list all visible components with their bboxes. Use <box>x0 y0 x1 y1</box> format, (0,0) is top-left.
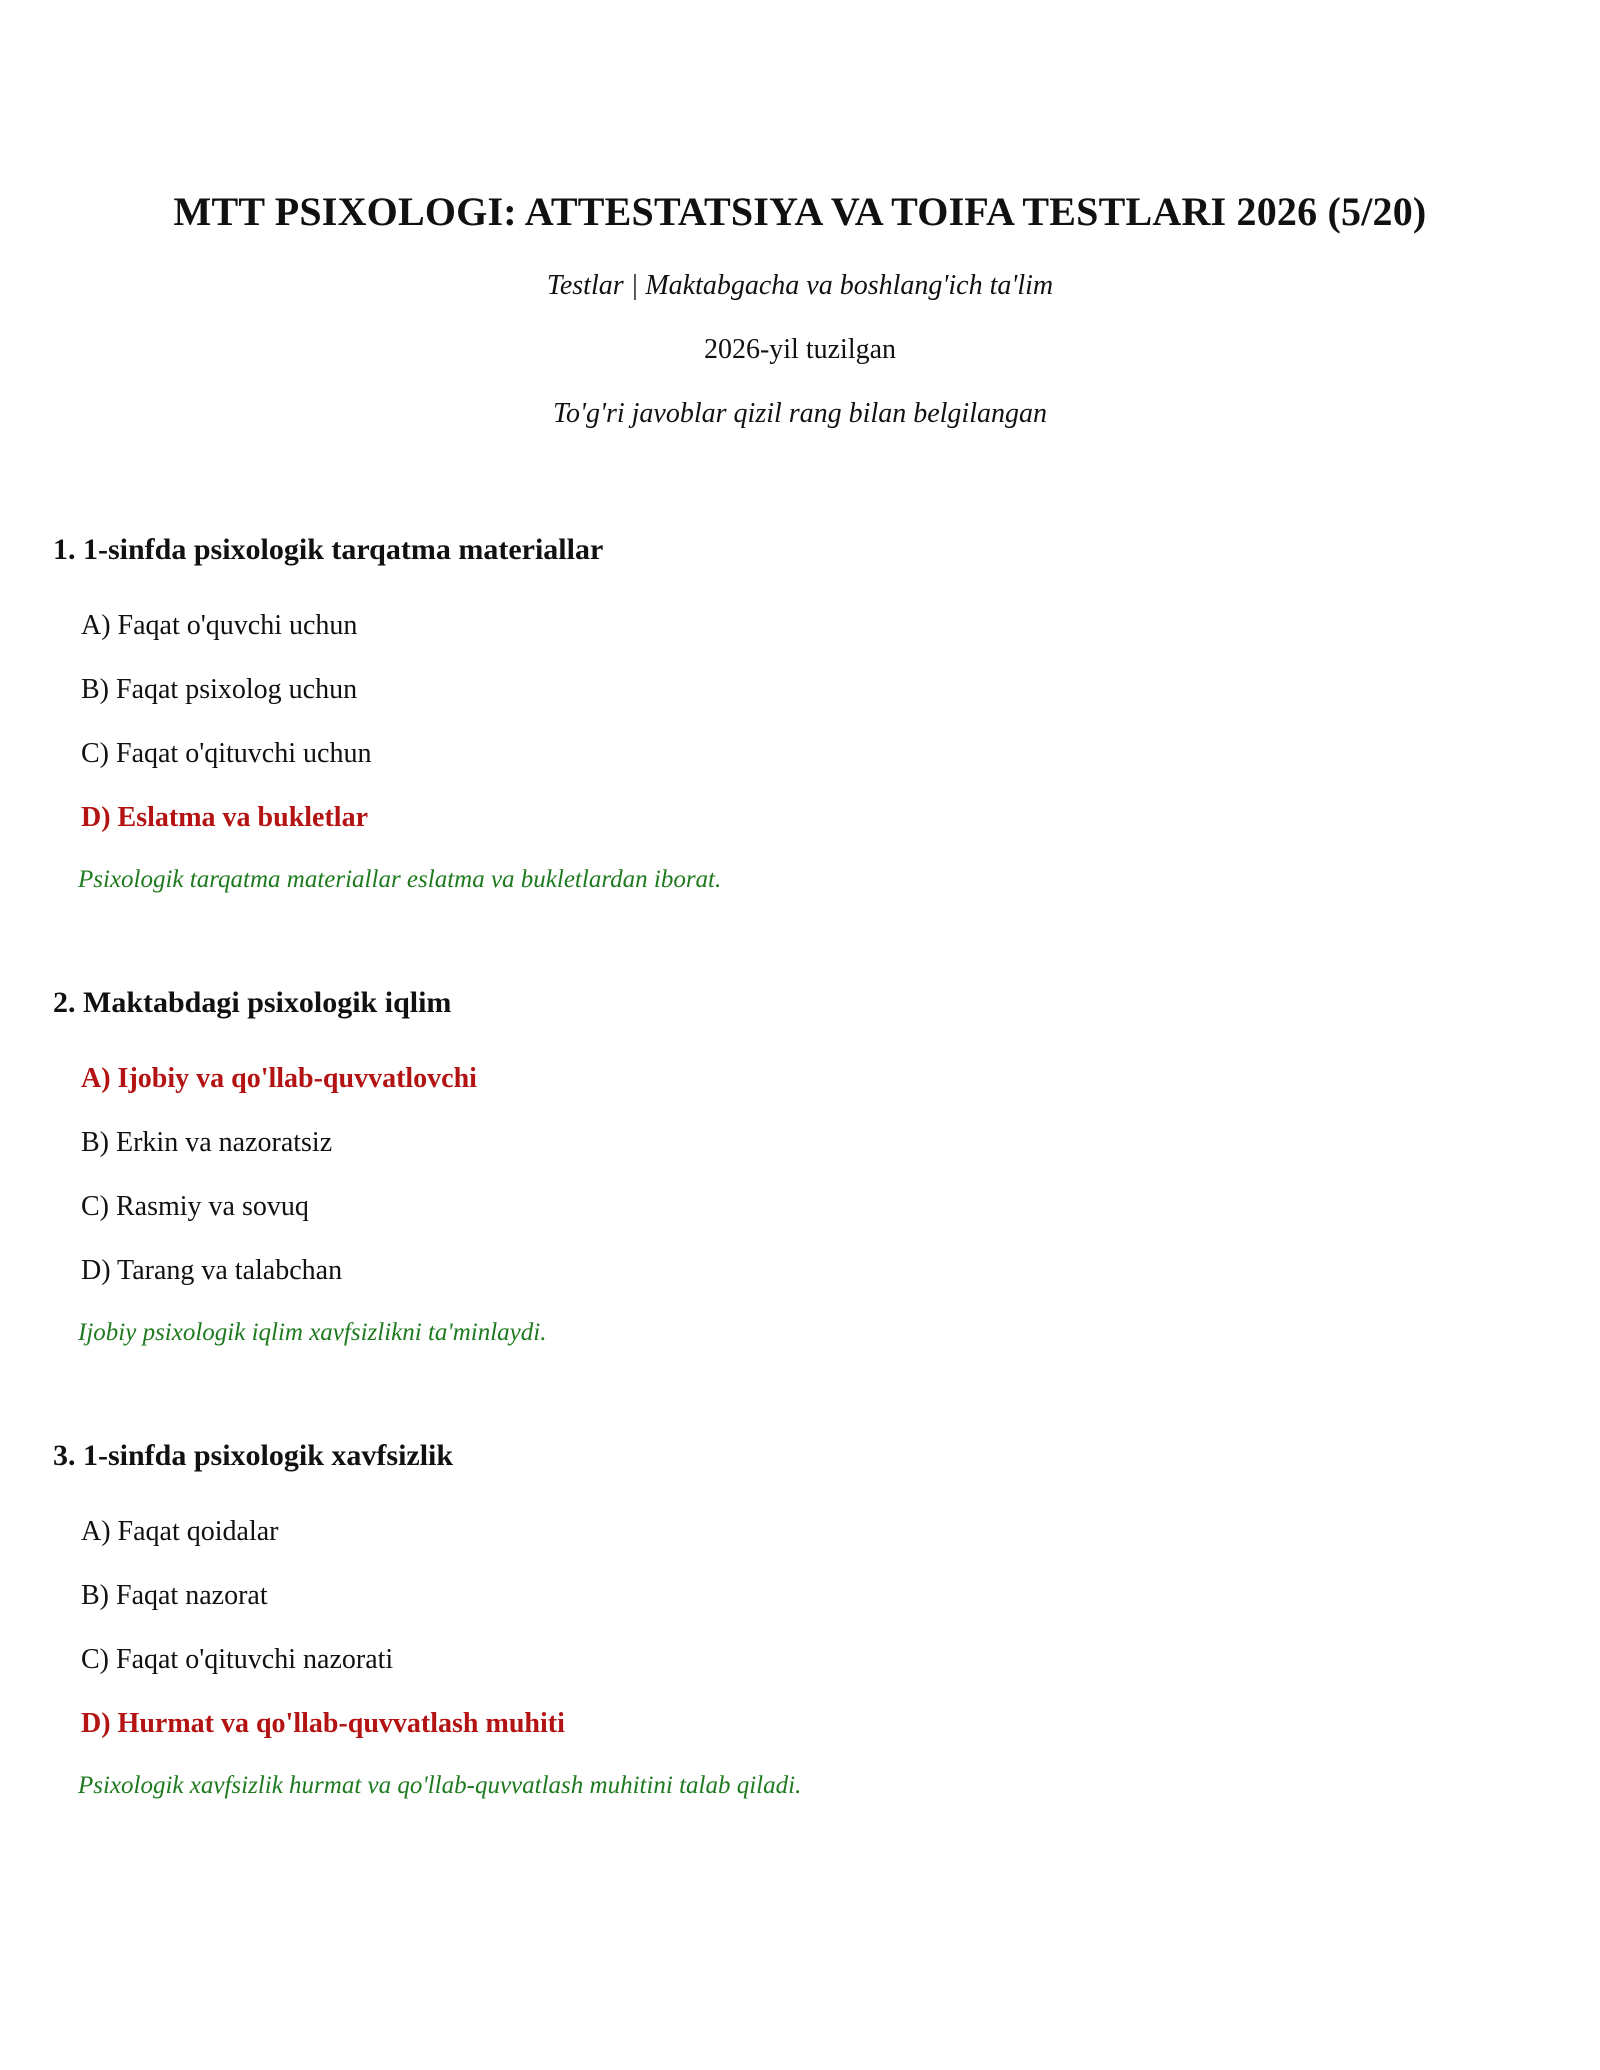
option-a: A) Faqat o'quvchi uchun <box>81 610 358 641</box>
question-block <box>53 528 1553 910</box>
page-title: MTT PSIXOLOGI: ATTESTATSIYA VA TOIFA TESTLARI 2026 (5/20) <box>173 189 1427 234</box>
option-b: B) Erkin va nazoratsiz <box>81 1127 333 1158</box>
page-subtitle: Testlar | Maktabgacha va boshlang'ich ta'lim <box>546 270 1054 301</box>
option-d-correct: D) Hurmat va qo'llab-quvvatlash muhiti <box>81 1708 565 1739</box>
option-c: C) Faqat o'qituvchi uchun <box>81 738 372 769</box>
year-line: 2026-yil tuzilgan <box>703 334 897 365</box>
question-block <box>53 1434 1553 1816</box>
legend-note: To'g'ri javoblar qizil rang bilan belgilangan <box>553 398 1047 429</box>
question-text: 2. Maktabdagi psixologik iqlim <box>53 986 452 1019</box>
option-c: C) Faqat o'qituvchi nazorati <box>81 1644 394 1675</box>
question-text: 1. 1-sinfda psixologik tarqatma materiallar <box>53 533 604 566</box>
explanation: Psixologik tarqatma materiallar eslatma va bukletlardan iborat. <box>78 866 722 893</box>
question-block <box>53 981 1553 1363</box>
option-b: B) Faqat nazorat <box>81 1580 268 1611</box>
explanation: Psixologik xavfsizlik hurmat va qo'llab-quvvatlash muhitini talab qiladi. <box>78 1772 802 1799</box>
explanation: Ijobiy psixologik iqlim xavfsizlikni ta'minlaydi. <box>78 1319 547 1346</box>
option-a: A) Faqat qoidalar <box>81 1516 279 1547</box>
option-c: C) Rasmiy va sovuq <box>81 1191 309 1222</box>
option-d: D) Tarang va talabchan <box>81 1255 343 1286</box>
question-text: 3. 1-sinfda psixologik xavfsizlik <box>53 1439 454 1472</box>
option-d-correct: D) Eslatma va bukletlar <box>81 802 368 833</box>
option-a-correct: A) Ijobiy va qo'llab-quvvatlovchi <box>81 1063 477 1094</box>
option-b: B) Faqat psixolog uchun <box>81 674 358 705</box>
